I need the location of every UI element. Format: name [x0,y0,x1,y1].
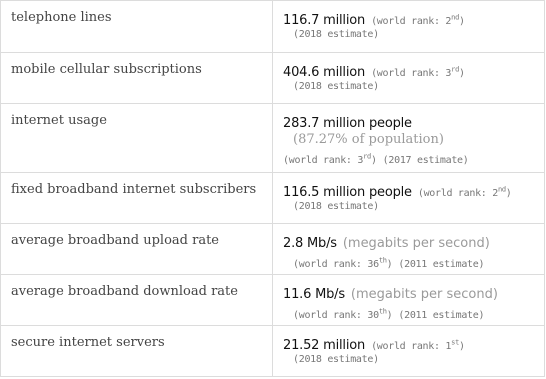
row-value-cell [273,275,545,326]
estimate-year: (2018 estimate) [293,354,379,365]
row-value-cell [273,104,545,173]
estimate-year: (2018 estimate) [293,201,379,212]
world-rank: (world rank: 2nd) [417,185,512,199]
row-label: average broadband upload rate [1,224,273,275]
value-text: 2.8 Mb/s [283,236,337,251]
table-row [1,1,545,53]
row-label: fixed broadband internet subscribers [1,173,273,224]
value-text: 11.6 Mb/s [283,287,345,302]
estimate-year: (2018 estimate) [293,81,379,92]
table-row [1,326,545,377]
row-value-cell [273,326,545,377]
world-rank: (world rank: 1st) [371,338,465,352]
unit-description: (megabits per second) [350,287,498,302]
value-text: 283.7 million people [283,116,412,131]
row-value-cell [273,1,545,53]
row-label: internet usage [1,104,273,173]
row-label: telephone lines [1,1,273,53]
table-row [1,53,545,104]
row-value-cell [273,224,545,275]
value-text: 21.52 million [283,338,366,353]
row-label: average broadband download rate [1,275,273,326]
world-rank: (world rank: 3rd) [283,152,377,166]
unit-description: (megabits per second) [342,236,490,251]
estimate-year: (2011 estimate) [398,259,485,270]
row-value-cell [273,173,545,224]
world-rank: (world rank: 36th) [293,256,393,270]
world-rank: (world rank: 30th) [293,307,393,321]
estimate-year: (2011 estimate) [398,310,485,321]
world-rank: (world rank: 3rd) [371,65,465,79]
population-percent: (87.27% of population) [293,132,444,147]
table-row [1,104,545,173]
table-row [1,224,545,275]
world-rank: (world rank: 2nd) [371,13,465,27]
value-text: 116.7 million [283,13,366,28]
estimate-year: (2017 estimate) [382,155,469,166]
row-label: secure internet servers [1,326,273,377]
estimate-year: (2018 estimate) [293,29,379,40]
value-text: 404.6 million [283,65,366,80]
value-text: 116.5 million people [283,185,412,200]
row-label: mobile cellular subscriptions [1,53,273,104]
table-row [1,173,545,224]
row-value-cell [273,53,545,104]
table-row [1,275,545,326]
